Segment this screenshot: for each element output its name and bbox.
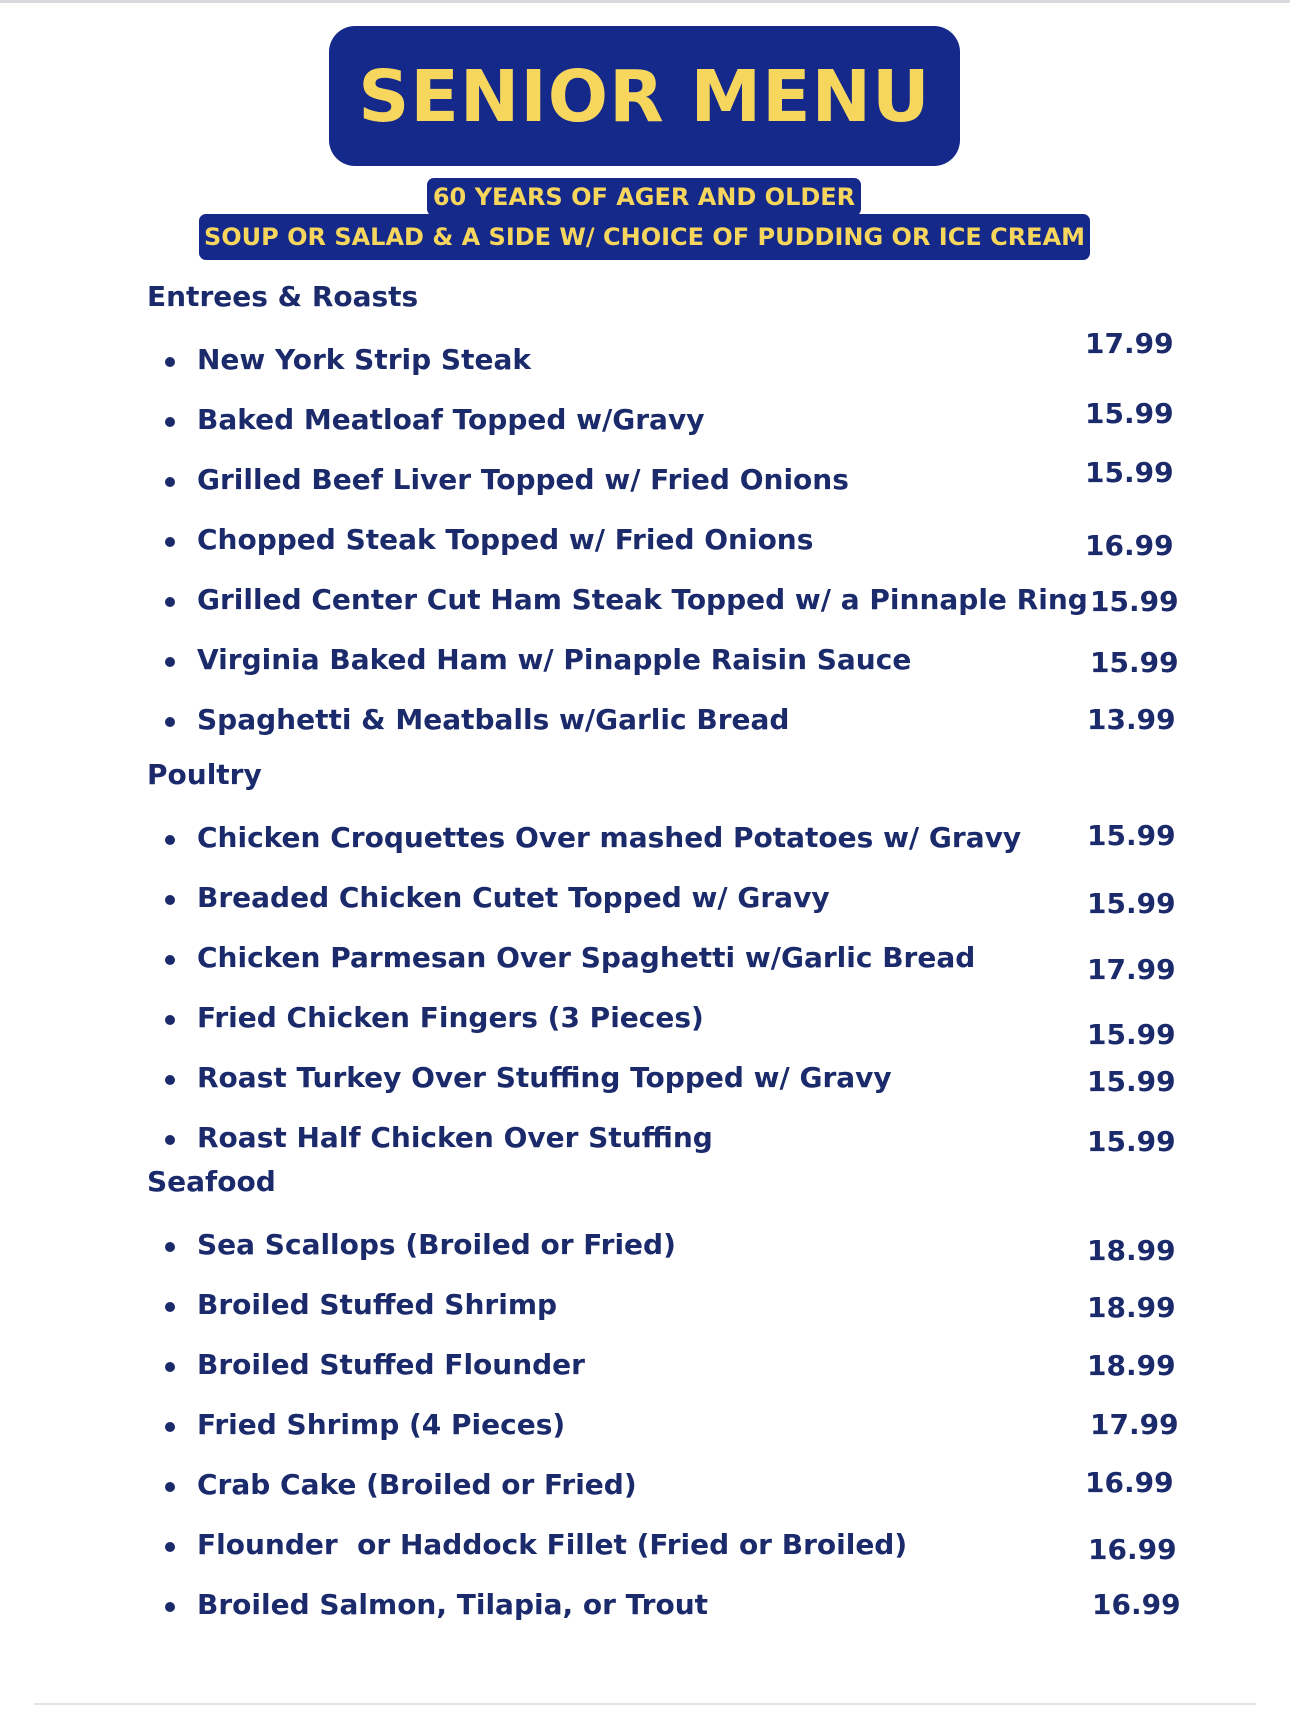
menu-item bbox=[0, 938, 1290, 986]
menu-item bbox=[0, 1405, 1290, 1445]
menu-item bbox=[0, 1465, 1290, 1505]
item-name: Crab Cake (Broiled or Fried) bbox=[197, 1468, 637, 1501]
bullet-icon bbox=[165, 1075, 175, 1085]
item-name: Chicken Parmesan Over Spaghetti w/Garlic Bread bbox=[197, 941, 976, 974]
top-divider bbox=[0, 0, 1290, 3]
bullet-icon bbox=[165, 357, 175, 367]
bullet-icon bbox=[165, 717, 175, 727]
item-price: 16.99 bbox=[1085, 1466, 1174, 1499]
menu-title: SENIOR MENU bbox=[358, 54, 931, 138]
menu-item bbox=[0, 397, 1290, 440]
bullet-icon bbox=[165, 1542, 175, 1552]
bullet-icon bbox=[165, 597, 175, 607]
bullet-icon bbox=[165, 657, 175, 667]
item-price: 15.99 bbox=[1087, 887, 1176, 920]
menu-item bbox=[0, 700, 1290, 740]
item-price: 16.99 bbox=[1085, 529, 1174, 562]
bullet-icon bbox=[165, 835, 175, 845]
item-name: Roast Turkey Over Stuffing Topped w/ Gravy bbox=[197, 1061, 892, 1094]
bullet-icon bbox=[165, 1015, 175, 1025]
section-heading-entrees: Entrees & Roasts bbox=[147, 280, 419, 313]
item-price: 13.99 bbox=[1087, 703, 1176, 736]
bullet-icon bbox=[165, 1242, 175, 1252]
menu-item bbox=[0, 1118, 1290, 1158]
bullet-icon bbox=[165, 1135, 175, 1145]
item-name: Fried Shrimp (4 Pieces) bbox=[197, 1408, 566, 1441]
menu-item bbox=[0, 818, 1290, 858]
menu-item bbox=[0, 1058, 1290, 1098]
bullet-icon bbox=[165, 1602, 175, 1612]
item-price: 17.99 bbox=[1090, 1408, 1179, 1441]
item-price: 15.99 bbox=[1087, 1065, 1176, 1098]
item-name: Roast Half Chicken Over Stuffing bbox=[197, 1121, 713, 1154]
item-name: Sea Scallops (Broiled or Fried) bbox=[197, 1228, 676, 1261]
item-name: Spaghetti & Meatballs w/Garlic Bread bbox=[197, 703, 790, 736]
menu-item bbox=[0, 456, 1290, 500]
menu-item bbox=[0, 520, 1290, 560]
menu-item bbox=[0, 640, 1290, 680]
section-heading-poultry: Poultry bbox=[147, 758, 262, 791]
bullet-icon bbox=[165, 1482, 175, 1492]
menu-item bbox=[0, 327, 1290, 380]
age-requirement-banner: 60 YEARS OF AGER AND OLDER bbox=[427, 178, 861, 216]
item-name: Broiled Stuffed Shrimp bbox=[197, 1288, 558, 1321]
menu-item bbox=[0, 580, 1290, 620]
included-sides-banner: SOUP OR SALAD & A SIDE W/ CHOICE OF PUDDING OR ICE CREAM bbox=[199, 214, 1090, 260]
menu-item bbox=[0, 998, 1290, 1051]
item-name: Grilled Center Cut Ham Steak Topped w/ a Pinnaple Ring bbox=[197, 583, 1088, 616]
bullet-icon bbox=[165, 1302, 175, 1312]
menu-item bbox=[0, 1585, 1290, 1625]
item-name: Flounder or Haddock Fillet (Fried or Broiled) bbox=[197, 1528, 908, 1561]
item-price: 15.99 bbox=[1087, 819, 1176, 852]
bullet-icon bbox=[165, 1422, 175, 1432]
bullet-icon bbox=[165, 1362, 175, 1372]
item-price: 18.99 bbox=[1087, 1349, 1176, 1382]
title-banner bbox=[329, 26, 960, 166]
item-price: 18.99 bbox=[1087, 1291, 1176, 1324]
item-price: 16.99 bbox=[1092, 1588, 1181, 1621]
item-price: 15.99 bbox=[1090, 585, 1179, 618]
item-name: Chicken Croquettes Over mashed Potatoes w/ Gravy bbox=[197, 821, 1022, 854]
menu-item bbox=[0, 1225, 1290, 1265]
item-name: Broiled Salmon, Tilapia, or Trout bbox=[197, 1588, 709, 1621]
item-name: Baked Meatloaf Topped w/Gravy bbox=[197, 403, 705, 436]
menu-item bbox=[0, 1345, 1290, 1385]
bullet-icon bbox=[165, 895, 175, 905]
bullet-icon bbox=[165, 955, 175, 965]
bullet-icon bbox=[165, 477, 175, 487]
bullet-icon bbox=[165, 537, 175, 547]
menu-item bbox=[0, 1285, 1290, 1325]
item-name: Broiled Stuffed Flounder bbox=[197, 1348, 585, 1381]
menu-item bbox=[0, 1525, 1290, 1565]
item-name: Chopped Steak Topped w/ Fried Onions bbox=[197, 523, 814, 556]
item-name: New York Strip Steak bbox=[197, 343, 531, 376]
item-name: Fried Chicken Fingers (3 Pieces) bbox=[197, 1001, 704, 1034]
item-price: 18.99 bbox=[1087, 1234, 1176, 1267]
item-price: 15.99 bbox=[1087, 1125, 1176, 1158]
bottom-divider bbox=[34, 1703, 1256, 1705]
item-price: 15.99 bbox=[1090, 646, 1179, 679]
item-name: Virginia Baked Ham w/ Pinapple Raisin Sauce bbox=[197, 643, 912, 676]
item-name: Breaded Chicken Cutet Topped w/ Gravy bbox=[197, 881, 830, 914]
item-price: 16.99 bbox=[1088, 1533, 1177, 1566]
item-name: Grilled Beef Liver Topped w/ Fried Onions bbox=[197, 463, 849, 496]
item-price: 15.99 bbox=[1085, 397, 1174, 430]
section-heading-seafood: Seafood bbox=[147, 1165, 276, 1198]
item-price: 15.99 bbox=[1087, 1018, 1176, 1051]
item-price: 15.99 bbox=[1085, 456, 1174, 489]
item-price: 17.99 bbox=[1087, 953, 1176, 986]
item-price: 17.99 bbox=[1085, 327, 1174, 360]
bullet-icon bbox=[165, 417, 175, 427]
menu-item bbox=[0, 878, 1290, 918]
